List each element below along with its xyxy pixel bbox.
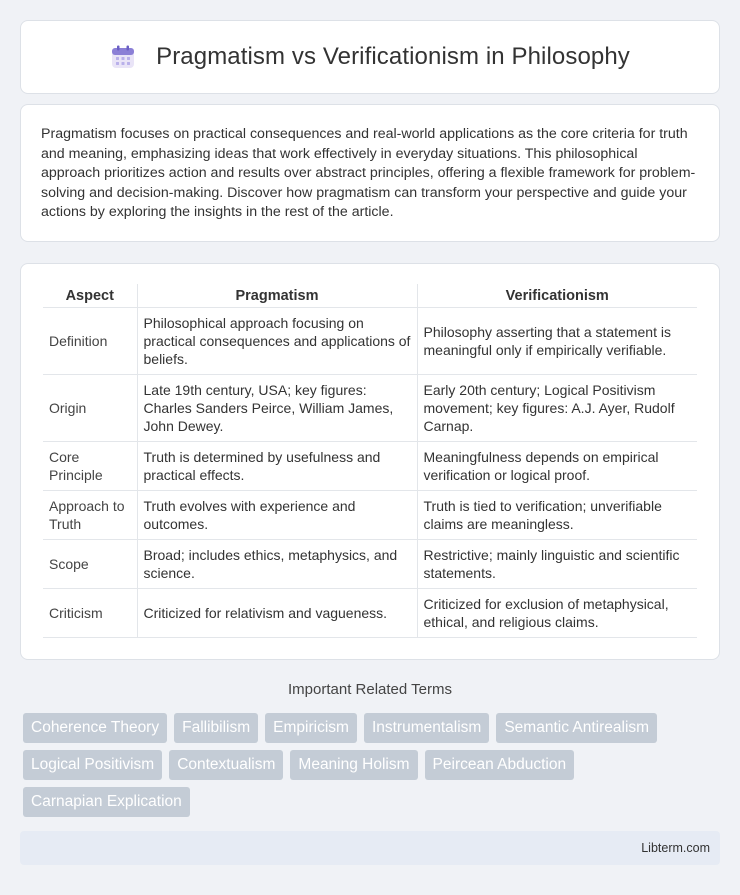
row-pragmatism: Late 19th century, USA; key figures: Charles Sanders Peirce, William James, John Dewey.	[137, 375, 417, 442]
table-header-row	[43, 284, 697, 308]
column-header-aspect: Aspect	[43, 284, 137, 308]
row-aspect: Definition	[43, 308, 137, 375]
calendar-icon	[110, 44, 136, 70]
row-pragmatism: Truth is determined by usefulness and practical effects.	[137, 442, 417, 491]
related-term-tag[interactable]: Empiricism	[265, 713, 357, 743]
page-title: Pragmatism vs Verificationism in Philosophy	[156, 43, 630, 70]
related-term-tag[interactable]: Peircean Abduction	[425, 750, 575, 780]
table-row	[43, 308, 697, 375]
column-header-pragmatism: Pragmatism	[137, 284, 417, 308]
comparison-table	[43, 284, 697, 638]
intro-text: Pragmatism focuses on practical consequences and real-world applications as the core criteria for truth and meaning, emphasizing ideas that work effectively in everyday situations. This philosophical approach prioritizes action and results over abstract principles, offering a flexible framework for problem-solving and decision-making. Discover how pragmatism can transform your perspective and guide your actions by exploring the insights in the rest of the article.	[41, 126, 696, 220]
row-aspect: Origin	[43, 375, 137, 442]
related-term-tag[interactable]: Contextualism	[169, 750, 283, 780]
row-aspect: Scope	[43, 540, 137, 589]
related-term-tag[interactable]: Coherence Theory	[23, 713, 167, 743]
related-terms-heading: Important Related Terms	[288, 681, 452, 698]
related-term-tag[interactable]: Fallibilism	[174, 713, 258, 743]
related-terms-list	[23, 713, 723, 817]
table-row	[43, 375, 697, 442]
row-verificationism: Philosophy asserting that a statement is meaningful only if empirically verifiable.	[417, 308, 697, 375]
table-row	[43, 491, 697, 540]
related-term-tag[interactable]: Meaning Holism	[290, 750, 417, 780]
table-row	[43, 589, 697, 638]
row-verificationism: Early 20th century; Logical Positivism movement; key figures: A.J. Ayer, Rudolf Carnap.	[417, 375, 697, 442]
comparison-table-card	[20, 263, 720, 660]
row-aspect: Core Principle	[43, 442, 137, 491]
row-pragmatism: Truth evolves with experience and outcomes.	[137, 491, 417, 540]
intro-card	[20, 104, 720, 242]
related-term-tag[interactable]: Instrumentalism	[364, 713, 489, 743]
row-pragmatism: Philosophical approach focusing on practical consequences and applications of beliefs.	[137, 308, 417, 375]
row-pragmatism: Broad; includes ethics, metaphysics, and science.	[137, 540, 417, 589]
row-aspect: Criticism	[43, 589, 137, 638]
column-header-verificationism: Verificationism	[417, 284, 697, 308]
row-verificationism: Restrictive; mainly linguistic and scientific statements.	[417, 540, 697, 589]
footer-site-link[interactable]: Libterm.com	[641, 841, 710, 855]
row-pragmatism: Criticized for relativism and vagueness.	[137, 589, 417, 638]
row-verificationism: Truth is tied to verification; unverifiable claims are meaningless.	[417, 491, 697, 540]
table-row	[43, 442, 697, 491]
related-term-tag[interactable]: Carnapian Explication	[23, 787, 190, 817]
row-verificationism: Meaningfulness depends on empirical verification or logical proof.	[417, 442, 697, 491]
row-verificationism: Criticized for exclusion of metaphysical, ethical, and religious claims.	[417, 589, 697, 638]
table-row	[43, 540, 697, 589]
related-term-tag[interactable]: Semantic Antirealism	[496, 713, 657, 743]
header-card	[20, 20, 720, 94]
related-term-tag[interactable]: Logical Positivism	[23, 750, 162, 780]
footer	[20, 831, 720, 865]
row-aspect: Approach to Truth	[43, 491, 137, 540]
